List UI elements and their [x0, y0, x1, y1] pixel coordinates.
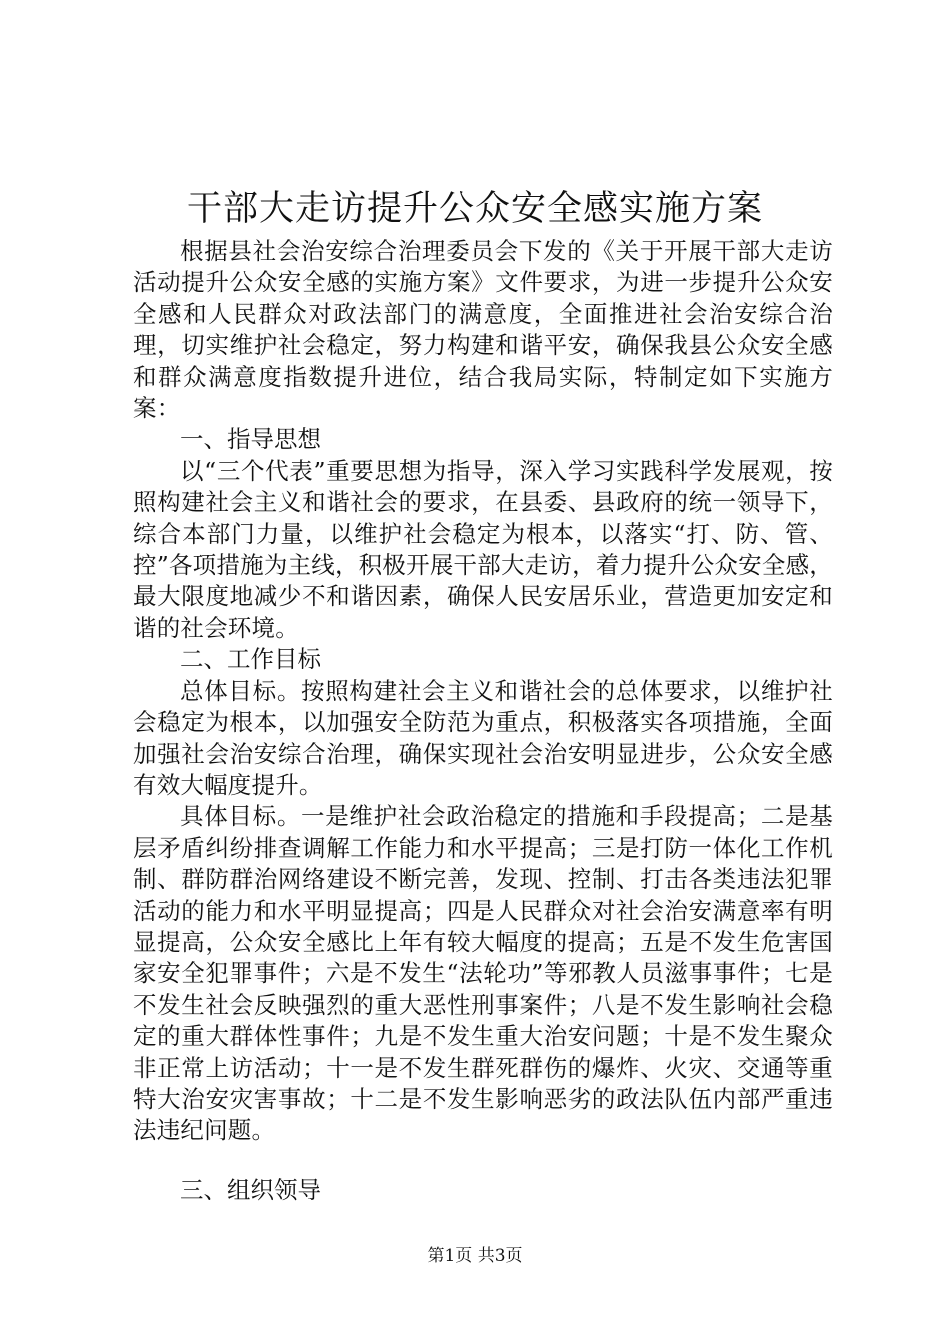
overall-goal-paragraph: 总体目标。按照构建社会主义和谐社会的总体要求，以维护社会稳定为根本，以加强安全防范为重点，积极落实各项措施，全面加强社会治安综合治理，确保实现社会治安明显进步，公众安全感有效大幅度提升。 [133, 676, 833, 799]
document-title: 干部大走访提升公众安全感实施方案 [186, 189, 763, 229]
guiding-ideology-paragraph: 以“三个代表”重要思想为指导，深入学习实践科学发展观，按照构建社会主义和谐社会的要求，在县委、县政府的统一领导下，综合本部门力量，以维护社会稳定为根本，以落实“打、防、管、控”各项措施为主线，积极开展干部大走访，着力提升公众安全感，最大限度地减少不和谐因素，确保人民安居乐业，营造更加安定和谐的社会环境。 [133, 456, 833, 642]
section-heading-guiding-ideology: 一、指导思想 [180, 425, 321, 454]
document-body [133, 236, 833, 1206]
page-number-footer: 第1页 共3页 [427, 1246, 523, 1266]
specific-goals-paragraph: 具体目标。一是维护社会政治稳定的措施和手段提高；二是基层矛盾纠纷排查调解工作能力和水平提高；三是打防一体化工作机制、群防群治网络建设不断完善，发现、控制、打击各类违法犯罪活动的能力和水平明显提高；四是人民群众对社会治安满意率有明显提高，公众安全感比上年有较大幅度的提高；五是不发生危害国家安全犯罪事件；六是不发生“法轮功”等邪教人员滋事事件；七是不发生社会反映强烈的重大恶性刑事案件；八是不发生影响社会稳定的重大群体性事件；九是不发生重大治安问题；十是不发生聚众非正常上访活动；十一是不发生群死群伤的爆炸、火灾、交通等重特大治安灾害事故；十二是不发生影响恶劣的政法队伍内部严重违法违纪问题。 [133, 802, 833, 1145]
section-heading-work-goals: 二、工作目标 [180, 645, 321, 674]
section-heading-organization: 三、组织领导 [180, 1175, 321, 1204]
intro-paragraph: 根据县社会治安综合治理委员会下发的《关于开展干部大走访活动提升公众安全感的实施方案》文件要求，为进一步提升公众安全感和人民群众对政法部门的满意度，全面推进社会治安综合治理，切实维护社会稳定，努力构建和谐平安，确保我县公众安全感和群众满意度指数提升进位，结合我局实际，特制定如下实施方案： [133, 237, 833, 423]
